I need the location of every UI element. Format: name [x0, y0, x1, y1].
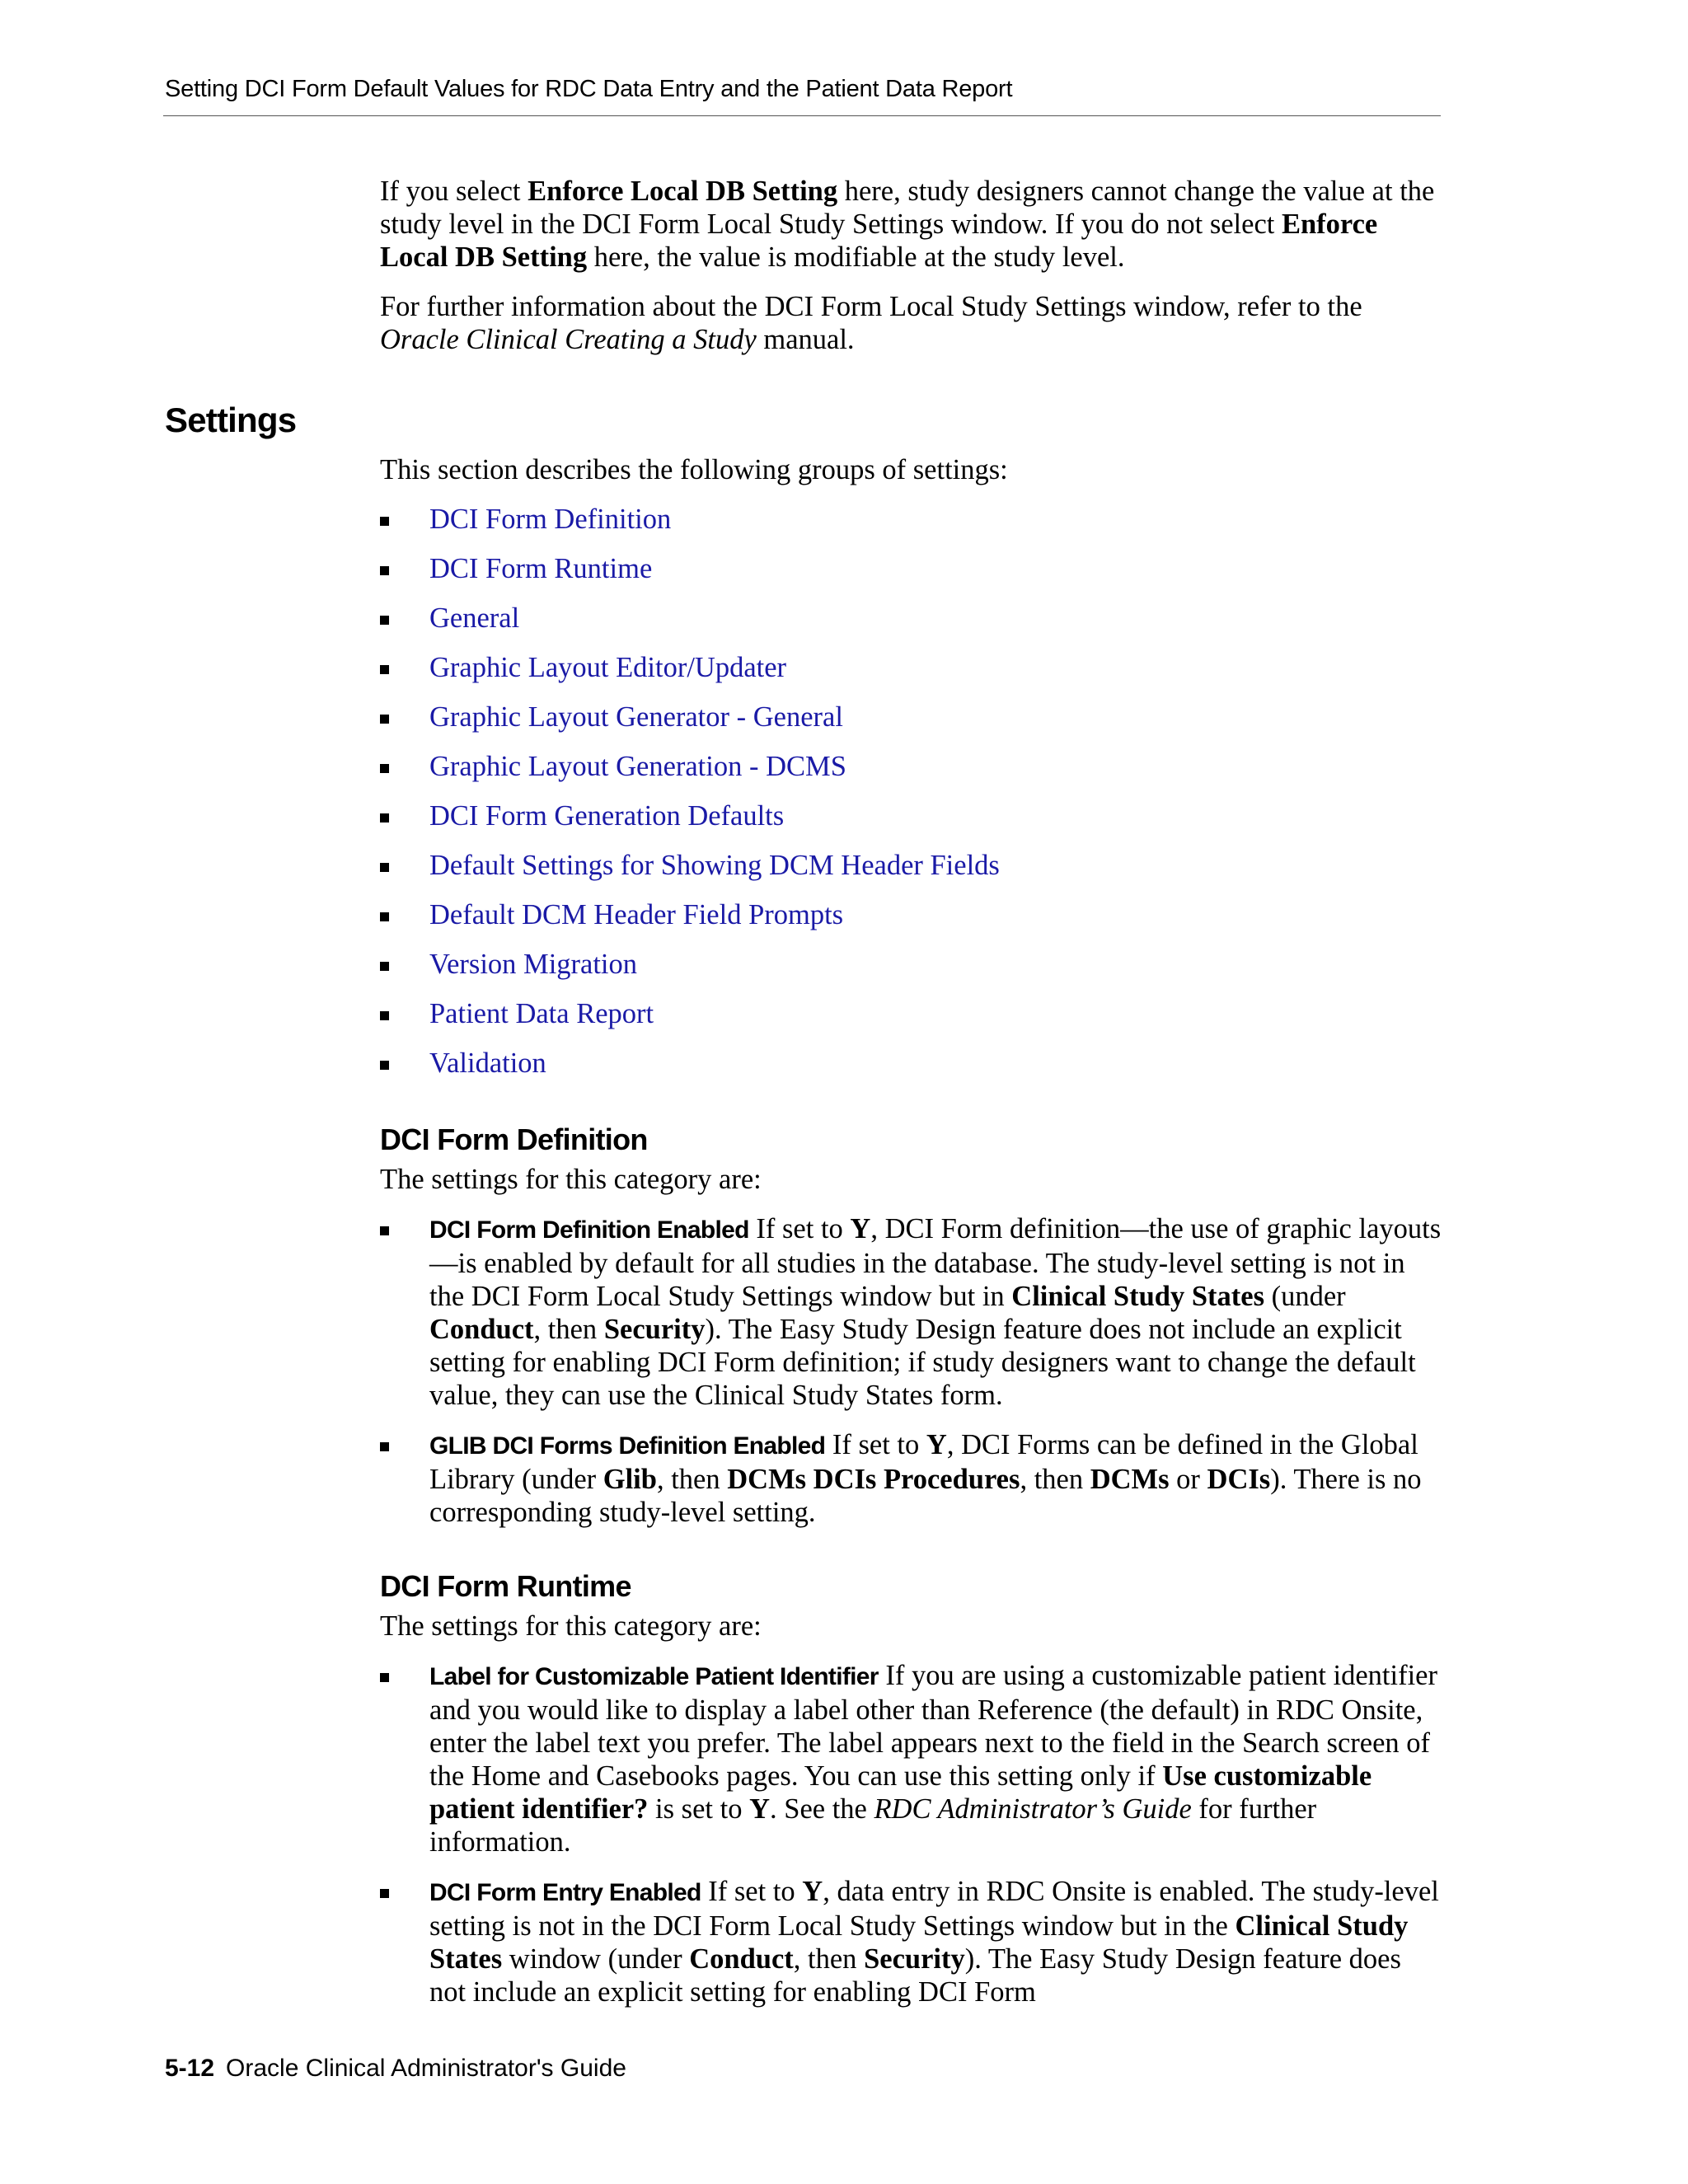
text-run: window (under	[502, 1943, 690, 1975]
bullet-icon	[380, 764, 389, 773]
page-footer	[165, 2055, 626, 2083]
bold-run: Conduct	[429, 1314, 534, 1345]
list-item	[380, 552, 1000, 602]
bold-run: Y	[749, 1793, 771, 1825]
text-run: or	[1169, 1464, 1207, 1495]
text-run: If you are using a customizable patient identifier and you would like to display a label other than Reference (the default) in RDC Onsite, enter the label text you prefer. The label appears next to the field in the Search screen of the Home and Casebooks pages. You can use this setting only if	[429, 1660, 1437, 1792]
text-run: , then	[656, 1464, 728, 1495]
list-item	[380, 602, 1000, 651]
bullet-icon	[380, 962, 389, 971]
bold-run: Enforce Local DB Setting	[380, 209, 1378, 273]
bullet-icon	[380, 665, 389, 674]
text-run: , DCI Forms can be defined in the Global Library (under	[429, 1429, 1418, 1495]
text-run: , then	[1020, 1464, 1090, 1495]
link-dci-form-generation-defaults[interactable]: DCI Form Generation Defaults	[429, 800, 785, 832]
bold-run: Y	[802, 1876, 823, 1907]
link-patient-data-report[interactable]: Patient Data Report	[429, 998, 654, 1029]
italic-run: RDC Administrator’s Guide	[874, 1793, 1192, 1825]
bold-run: Y	[926, 1429, 947, 1460]
text-run: is set to	[648, 1793, 750, 1825]
bullet-icon	[380, 517, 389, 526]
bold-run: Y	[850, 1213, 871, 1244]
text-run: , data entry in RDC Onsite is enabled. The study-level setting is not in the DCI Form Local Study Settings window but in the	[429, 1876, 1439, 1942]
page-number: 5-12	[165, 2055, 215, 2082]
list-item	[380, 799, 1000, 849]
link-validation[interactable]: Validation	[429, 1047, 546, 1079]
list-item	[380, 651, 1000, 701]
text-run: here, the value is modifiable at the study level.	[587, 241, 1125, 273]
text-run: manual.	[756, 324, 855, 355]
list-item	[380, 1875, 1443, 2008]
text-run: (under	[1264, 1281, 1346, 1312]
header-rule	[163, 115, 1441, 116]
bullet-icon	[380, 715, 389, 724]
footer-title: Oracle Clinical Administrator's Guide	[226, 2055, 626, 2082]
list-item	[380, 898, 1000, 948]
dci-form-runtime-heading: DCI Form Runtime	[380, 1569, 631, 1603]
list-item	[380, 997, 1000, 1047]
bullet-icon	[380, 1011, 389, 1020]
list-item	[380, 849, 1000, 898]
bullet-icon	[380, 1061, 389, 1070]
link-graphic-layout-editor-updater[interactable]: Graphic Layout Editor/Updater	[429, 652, 787, 683]
link-dci-form-runtime[interactable]: DCI Form Runtime	[429, 553, 653, 584]
intro-paragraph-1	[380, 175, 1443, 274]
text-run: ). There is no corresponding study-level setting.	[429, 1464, 1422, 1528]
dci-form-runtime-list	[380, 1659, 1443, 2025]
bullet-icon	[380, 1226, 389, 1235]
dci-form-definition-heading: DCI Form Definition	[380, 1122, 648, 1156]
link-general[interactable]: General	[429, 602, 520, 634]
text-run: . See the	[770, 1793, 874, 1825]
dci-form-definition-intro-text: The settings for this category are:	[380, 1164, 762, 1195]
link-default-dcm-header-field-prompts[interactable]: Default DCM Header Field Prompts	[429, 899, 844, 930]
running-header: Setting DCI Form Default Values for RDC Data Entry and the Patient Data Report	[165, 76, 1013, 102]
list-item	[380, 1047, 1000, 1096]
settings-intro-text: This section describes the following groups of settings:	[380, 454, 1008, 485]
dci-form-definition-list	[380, 1212, 1443, 1545]
text-run: If set to	[825, 1429, 926, 1460]
text-run: , then	[793, 1943, 865, 1975]
bold-run: Clinical Study States	[1011, 1281, 1264, 1312]
list-item	[380, 750, 1000, 799]
bullet-icon	[380, 1442, 389, 1451]
dci-form-runtime-intro	[380, 1610, 1443, 1643]
bullet-icon	[380, 912, 389, 921]
bullet-icon	[380, 1889, 389, 1898]
link-version-migration[interactable]: Version Migration	[429, 949, 638, 980]
text-run: , DCI Form definition—the use of graphic layouts—is enabled by default for all studies in the database. The study-level setting is not in the DCI Form Local Study Settings window but in	[429, 1213, 1442, 1312]
bold-run: Security	[864, 1943, 965, 1975]
bold-run: Conduct	[689, 1943, 794, 1975]
settings-heading: Settings	[165, 401, 297, 439]
settings-intro	[380, 453, 1443, 486]
bullet-icon	[380, 616, 389, 625]
list-item	[380, 701, 1000, 750]
link-graphic-layout-generator-general[interactable]: Graphic Layout Generator - General	[429, 701, 843, 733]
list-item	[380, 1659, 1443, 1858]
setting-term: DCI Form Entry Enabled	[429, 1879, 701, 1906]
list-item	[380, 1428, 1443, 1529]
text-run: for further information.	[429, 1793, 1317, 1858]
bold-run: Security	[603, 1314, 706, 1345]
text-run: ). The Easy Study Design feature does not include an explicit setting for enabling DCI Form	[429, 1943, 1401, 2008]
text-run: If set to	[701, 1876, 803, 1907]
bold-run: DCMs DCIs Procedures	[727, 1464, 1020, 1495]
italic-run: Oracle Clinical Creating a Study	[380, 324, 757, 355]
settings-link-list	[380, 503, 1000, 1096]
intro-paragraph-2	[380, 290, 1443, 356]
text-run: If you select	[380, 176, 528, 207]
text-run: For further information about the DCI Form Local Study Settings window, refer to the	[380, 291, 1362, 322]
bold-run: Clinical Study States	[429, 1910, 1409, 1975]
link-default-settings-dcm-header-fields[interactable]: Default Settings for Showing DCM Header Fields	[429, 850, 1000, 881]
bold-run: DCIs	[1207, 1464, 1271, 1495]
text-run: If set to	[748, 1213, 851, 1244]
dci-form-runtime-intro-text: The settings for this category are:	[380, 1610, 762, 1642]
dci-form-definition-intro	[380, 1163, 1443, 1196]
bullet-icon	[380, 813, 389, 823]
setting-term: Label for Customizable Patient Identifier	[429, 1663, 879, 1690]
bullet-icon	[380, 863, 389, 872]
list-item	[380, 503, 1000, 552]
text-run: , then	[533, 1314, 604, 1345]
setting-term: DCI Form Definition Enabled	[429, 1216, 749, 1244]
text-run: ). The Easy Study Design feature does not include an explicit setting for enabling DCI Form definition; if study designers want to change the default value, they can use the Clinical Study States form.	[429, 1314, 1416, 1411]
setting-term: GLIB DCI Forms Definition Enabled	[429, 1432, 826, 1460]
bold-run: Glib	[603, 1464, 657, 1495]
bold-run: Enforce Local DB Setting	[528, 176, 838, 207]
list-item	[380, 1212, 1443, 1412]
link-dci-form-definition[interactable]: DCI Form Definition	[429, 504, 672, 535]
bold-run: DCMs	[1090, 1464, 1170, 1495]
list-item	[380, 948, 1000, 997]
text-run: here, study designers cannot change the value at the study level in the DCI Form Local Study Settings window. If you do not select	[380, 176, 1435, 240]
bullet-icon	[380, 1673, 389, 1682]
bold-run: Use customizable patient identifier?	[429, 1760, 1372, 1825]
link-graphic-layout-generation-dcms[interactable]: Graphic Layout Generation - DCMS	[429, 751, 846, 782]
bullet-icon	[380, 566, 389, 575]
